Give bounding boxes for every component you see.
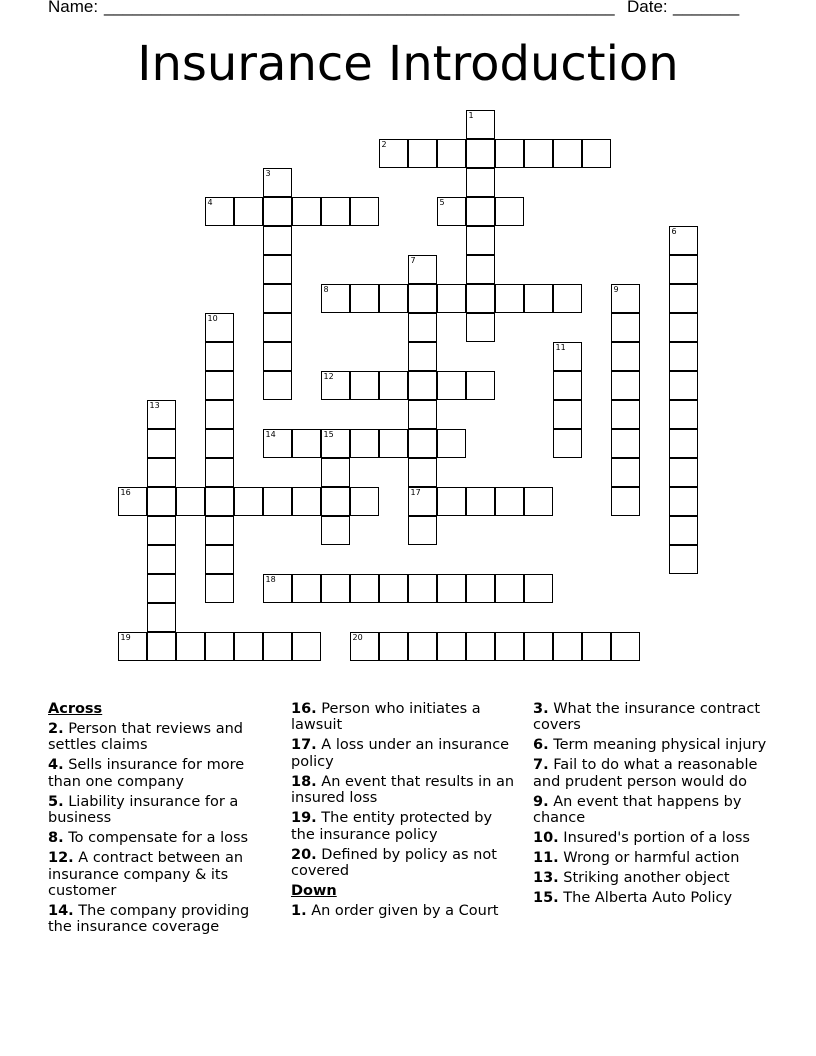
grid-cell[interactable] [118,487,147,516]
grid-cell[interactable] [205,400,234,429]
grid-cell[interactable] [437,371,466,400]
clue-number: 17 [410,487,421,497]
date-field[interactable]: _______ [673,0,740,16]
clue-item [291,701,519,734]
grid-cell[interactable] [321,284,350,313]
grid-cell[interactable] [147,458,176,487]
grid-cell[interactable] [263,429,292,458]
grid-cell[interactable] [408,574,437,603]
grid-cell[interactable] [234,632,263,661]
clues-column-3 [533,701,773,910]
grid-cell[interactable] [321,197,350,226]
grid-cell[interactable] [147,400,176,429]
clue-item-number: 13. [533,870,559,887]
across-heading: Across [48,701,103,717]
grid-cell[interactable] [263,226,292,255]
grid-cell[interactable] [669,545,698,574]
grid-cell[interactable] [437,632,466,661]
clue-item-number: 9. [533,793,549,810]
grid-cell[interactable] [263,313,292,342]
grid-cell[interactable] [611,632,640,661]
grid-cell[interactable] [205,429,234,458]
name-field[interactable]: ______________________________________________________ [104,0,615,16]
grid-cell[interactable] [205,632,234,661]
grid-cell[interactable] [350,284,379,313]
clue-number: 15 [323,429,334,439]
grid-cell[interactable] [437,429,466,458]
grid-cell[interactable] [669,400,698,429]
clue-item [533,737,773,753]
clue-number: 12 [323,371,334,381]
grid-cell[interactable] [669,226,698,255]
grid-cell[interactable] [147,429,176,458]
grid-cell[interactable] [669,429,698,458]
clue-number: 13 [149,400,160,410]
grid-cell[interactable] [147,632,176,661]
clue-number: 2 [381,139,387,149]
clue-item-number: 18. [291,773,317,790]
clue-item-number: 12. [48,850,74,867]
clue-item-text: Sells insurance for more than one company [48,757,245,790]
grid-cell[interactable] [466,313,495,342]
grid-cell[interactable] [205,574,234,603]
clue-item [291,810,519,843]
grid-cell[interactable] [292,632,321,661]
clue-item-text: Person that reviews and settles claims [48,721,244,754]
grid-cell[interactable] [611,284,640,313]
grid-cell[interactable] [263,284,292,313]
clue-item [291,903,519,919]
grid-cell[interactable] [408,429,437,458]
down-clue-list-cont [533,701,773,907]
grid-cell[interactable] [321,458,350,487]
grid-cell[interactable] [147,574,176,603]
across-clue-list [48,721,270,936]
grid-cell[interactable] [321,487,350,516]
clue-number: 3 [265,168,271,178]
grid-cell[interactable] [466,139,495,168]
clue-item-text: The company providing the insurance coverage [48,903,250,936]
grid-cell[interactable] [234,197,263,226]
grid-cell[interactable] [611,487,640,516]
grid-cell[interactable] [147,516,176,545]
grid-cell[interactable] [669,284,698,313]
grid-cell[interactable] [263,487,292,516]
across-clue-list-cont [291,701,519,879]
clue-item-number: 7. [533,757,549,774]
clue-item-text: Term meaning physical injury [548,737,767,754]
clue-item [533,870,773,886]
grid-cell[interactable] [263,197,292,226]
grid-cell[interactable] [466,110,495,139]
grid-cell[interactable] [524,574,553,603]
grid-cell[interactable] [669,371,698,400]
grid-cell[interactable] [263,168,292,197]
grid-cell[interactable] [379,139,408,168]
clue-item [291,847,519,880]
clue-item-number: 4. [48,757,64,774]
grid-cell[interactable] [495,487,524,516]
grid-cell[interactable] [350,574,379,603]
grid-cell[interactable] [524,487,553,516]
grid-cell[interactable] [466,168,495,197]
grid-cell[interactable] [669,487,698,516]
grid-cell[interactable] [350,371,379,400]
clue-number: 11 [555,342,566,352]
grid-cell[interactable] [263,342,292,371]
grid-cell[interactable] [553,632,582,661]
clue-item-number: 3. [533,701,549,717]
grid-cell[interactable] [669,458,698,487]
grid-cell[interactable] [408,400,437,429]
grid-cell[interactable] [205,313,234,342]
clue-item [533,757,773,790]
grid-cell[interactable] [379,284,408,313]
grid-cell[interactable] [408,516,437,545]
clue-item [533,794,773,827]
grid-cell[interactable] [524,139,553,168]
clue-item-number: 14. [48,903,74,920]
grid-cell[interactable] [553,139,582,168]
grid-cell[interactable] [495,197,524,226]
clue-item-number: 15. [533,890,559,907]
clue-number: 14 [265,429,276,439]
clue-number: 1 [468,110,474,120]
clue-number: 8 [323,284,329,294]
grid-cell[interactable] [611,458,640,487]
grid-cell[interactable] [292,487,321,516]
clue-item-number: 1. [291,903,307,920]
clue-item [48,721,270,754]
grid-cell[interactable] [379,371,408,400]
clue-number: 18 [265,574,276,584]
clue-item-text: An event that happens by chance [533,793,742,827]
clue-item-text: An order given by a Court [306,903,499,920]
grid-cell[interactable] [466,226,495,255]
grid-cell[interactable] [234,487,263,516]
clues-column-1 [48,701,270,939]
clue-item-text: An event that results in an insured loss [291,773,515,807]
grid-cell[interactable] [147,603,176,632]
grid-cell[interactable] [263,371,292,400]
grid-cell[interactable] [466,371,495,400]
grid-cell[interactable] [176,632,205,661]
grid-cell[interactable] [321,371,350,400]
clue-item-number: 8. [48,830,64,847]
clue-item-text: Fail to do what a reasonable and prudent person would do [533,757,758,790]
grid-cell[interactable] [437,574,466,603]
clue-item-number: 20. [291,846,317,863]
clue-item [48,903,270,936]
clue-item-number: 10. [533,830,559,847]
grid-cell[interactable] [321,574,350,603]
grid-cell[interactable] [408,342,437,371]
clue-item-text: Liability insurance for a business [48,793,239,827]
clue-item-text: Striking another object [558,870,730,887]
grid-cell[interactable] [553,371,582,400]
clues-column-2 [291,701,519,923]
clue-number: 10 [207,313,218,323]
clue-number: 7 [410,255,416,265]
clue-item [48,757,270,790]
grid-cell[interactable] [408,632,437,661]
grid-cell[interactable] [408,371,437,400]
clue-item-number: 17. [291,737,317,754]
grid-cell[interactable] [466,284,495,313]
grid-cell[interactable] [350,632,379,661]
grid-cell[interactable] [205,458,234,487]
grid-cell[interactable] [553,342,582,371]
grid-cell[interactable] [669,516,698,545]
clue-number: 19 [120,632,131,642]
clue-item [533,830,773,846]
clue-item-text: A loss under an insurance policy [291,737,510,770]
clue-item-number: 5. [48,793,64,810]
grid-cell[interactable] [408,313,437,342]
grid-cell[interactable] [408,487,437,516]
clue-item-text: To compensate for a loss [63,830,249,847]
grid-cell[interactable] [408,139,437,168]
clue-item-text: Defined by policy as not covered [291,846,497,880]
grid-cell[interactable] [263,632,292,661]
page-title: Insurance Introduction [137,36,679,92]
clue-item-text: The Alberta Auto Policy [558,890,733,907]
clue-item [533,890,773,906]
clue-number: 20 [352,632,363,642]
grid-cell[interactable] [205,197,234,226]
clue-item-number: 19. [291,810,317,827]
grid-cell[interactable] [147,487,176,516]
clue-item-number: 2. [48,721,64,737]
grid-cell[interactable] [466,487,495,516]
clue-item [48,794,270,827]
clue-number: 16 [120,487,131,497]
grid-cell[interactable] [379,632,408,661]
grid-cell[interactable] [205,545,234,574]
grid-cell[interactable] [321,516,350,545]
grid-cell[interactable] [176,487,205,516]
down-heading: Down [291,883,337,900]
grid-cell[interactable] [205,371,234,400]
clue-number: 6 [671,226,677,236]
clue-number: 9 [613,284,619,294]
clue-item [533,701,773,734]
clue-item [291,774,519,807]
down-clue-list [291,903,519,919]
clue-item-text: What the insurance contract covers [533,701,761,734]
grid-cell[interactable] [611,371,640,400]
grid-cell[interactable] [408,458,437,487]
name-label: Name: [48,0,99,16]
grid-cell[interactable] [495,632,524,661]
grid-cell[interactable] [495,284,524,313]
clue-item-number: 16. [291,701,317,717]
clue-item-text: Wrong or harmful action [558,850,740,867]
grid-cell[interactable] [147,545,176,574]
grid-cell[interactable] [669,255,698,284]
grid-cell[interactable] [495,574,524,603]
grid-cell[interactable] [582,139,611,168]
grid-cell[interactable] [611,313,640,342]
grid-cell[interactable] [582,632,611,661]
grid-cell[interactable] [205,516,234,545]
grid-cell[interactable] [350,429,379,458]
grid-cell[interactable] [466,197,495,226]
grid-cell[interactable] [205,487,234,516]
grid-cell[interactable] [292,429,321,458]
clue-item [291,737,519,770]
clue-item-text: A contract between an insurance company & its customer [48,850,244,900]
grid-cell[interactable] [437,197,466,226]
grid-cell[interactable] [350,487,379,516]
grid-cell[interactable] [205,342,234,371]
grid-cell[interactable] [321,429,350,458]
grid-cell[interactable] [350,197,379,226]
grid-cell[interactable] [437,284,466,313]
grid-cell[interactable] [466,632,495,661]
grid-cell[interactable] [524,284,553,313]
grid-cell[interactable] [495,139,524,168]
grid-cell[interactable] [553,284,582,313]
grid-cell[interactable] [408,255,437,284]
grid-cell[interactable] [669,313,698,342]
grid-cell[interactable] [118,632,147,661]
grid-cell[interactable] [263,574,292,603]
clue-item [48,830,270,846]
grid-cell[interactable] [553,429,582,458]
grid-cell[interactable] [437,139,466,168]
grid-cell[interactable] [379,429,408,458]
date-label: Date: [627,0,668,16]
grid-cell[interactable] [437,487,466,516]
grid-cell[interactable] [669,342,698,371]
grid-cell[interactable] [379,574,408,603]
clue-item-text: Insured's portion of a loss [558,830,750,847]
grid-cell[interactable] [524,632,553,661]
clue-item [48,850,270,899]
grid-cell[interactable] [611,400,640,429]
grid-cell[interactable] [611,429,640,458]
grid-cell[interactable] [466,574,495,603]
grid-cell[interactable] [292,574,321,603]
clue-item-text: Person who initiates a lawsuit [291,701,481,734]
grid-cell[interactable] [466,255,495,284]
grid-cell[interactable] [263,255,292,284]
grid-cell[interactable] [292,197,321,226]
grid-cell[interactable] [553,400,582,429]
grid-cell[interactable] [611,342,640,371]
clue-item [533,850,773,866]
clue-item-text: The entity protected by the insurance policy [291,810,493,843]
clue-number: 5 [439,197,445,207]
grid-cell[interactable] [408,284,437,313]
clue-number: 4 [207,197,213,207]
clue-item-number: 6. [533,737,549,754]
clue-item-number: 11. [533,850,559,867]
